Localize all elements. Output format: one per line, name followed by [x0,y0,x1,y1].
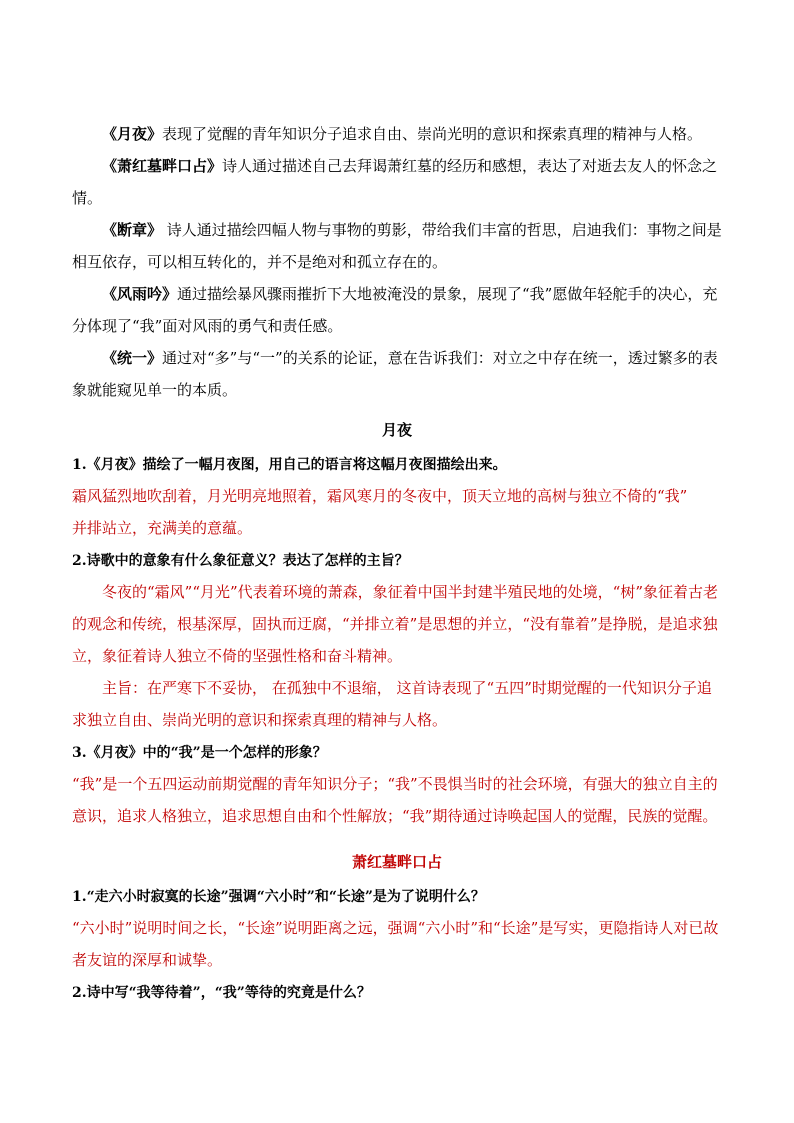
intro-title-5: 《统一》 [102,349,163,367]
intro-title-1: 《月夜》 [102,125,163,143]
intro-text-2: 诗人通过描述自己去拜谒萧红墓的经历和感想，表达了对逝去友人的怀念之情。 [72,157,718,207]
section-heading-yueye: 月夜 [381,421,412,439]
answer-2-paragraph-1: 冬夜的“霜风”“月光”代表着环境的萧森，象征着中国半封建半殖民地的处境，“树”象征着古老的观念和传统，根基深厚，固执而迂腐，“并排立着”是思想的并立，“没有靠着”是挣脱，是追求独立，象征着诗人独立不倚的坚强性格和奋斗精神。 [72,583,719,665]
intro-paragraph-1 [72,118,722,150]
question-2: 2.诗歌中的意象有什么象征意义？表达了怎样的主旨？ [72,553,409,569]
intro-title-3: 《断章》 [102,221,163,239]
question-3: 3.《月夜》中的“我”是一个怎样的形象？ [72,745,327,761]
answer-4: “六小时”说明时间之长，“长途”说明距离之远，强调“六小时”和“长途”是写实，更隐指诗人对已故者友谊的深厚和诚挚。 [72,919,719,969]
intro-title-4: 《风雨吟》 [102,285,178,303]
intro-paragraph-5 [72,342,722,406]
document-body [72,118,722,1008]
intro-text-5: 通过对“多”与“一”的关系的论证，意在告诉我们：对立之中存在统一，透过繁多的表象就能窥见单一的本质。 [72,349,718,399]
answer-1-line-1: 霜风猛烈地吹刮着，月光明亮地照着，霜风寒月的冬夜中，顶天立地的高树与独立不倚的“我” [72,487,688,505]
question-1: 1.《月夜》描绘了一幅月夜图，用自己的语言将这幅月夜图描绘出来。 [72,457,507,473]
intro-paragraph-2 [72,150,722,214]
intro-text-1: 表现了觉醒的青年知识分子追求自由、崇尚光明的意识和探索真理的精神与人格。 [162,125,703,143]
question-5: 2.诗中写“我等待着”，“我”等待的究竟是什么？ [72,985,371,1001]
question-4: 1.“走六小时寂寞的长途”强调“六小时”和“长途”是为了说明什么？ [72,889,485,905]
intro-text-3: 诗人通过描绘四幅人物与事物的剪影，带给我们丰富的哲思，启迪我们：事物之间是相互依存，可以相互转化的，并不是绝对和孤立存在的。 [72,221,722,271]
answer-3: “我”是一个五四运动前期觉醒的青年知识分子；“我”不畏惧当时的社会环境，有强大的独立自主的意识，追求人格独立，追求思想自由和个性解放；“我”期待通过诗唤起国人的觉醒，民族的觉醒。 [72,775,718,825]
answer-2-paragraph-2: 主旨：在严寒下不妥协， 在孤独中不退缩， 这首诗表现了“五四”时期觉醒的一代知识分子追求独立自由、崇尚光明的意识和探索真理的精神与人格。 [72,679,712,729]
intro-paragraph-4 [72,278,722,342]
intro-title-2: 《萧红墓畔口占》 [102,157,223,175]
section-heading-xiaohong: 萧红墓畔口占 [351,853,442,871]
intro-paragraph-3 [72,214,722,278]
answer-1-line-2: 并排站立，充满美的意蕴。 [72,519,253,537]
intro-text-4: 通过描绘暴风骤雨摧折下大地被淹没的景象，展现了“我”愿做年轻舵手的决心，充分体现了“我”面对风雨的勇气和责任感。 [72,285,718,335]
